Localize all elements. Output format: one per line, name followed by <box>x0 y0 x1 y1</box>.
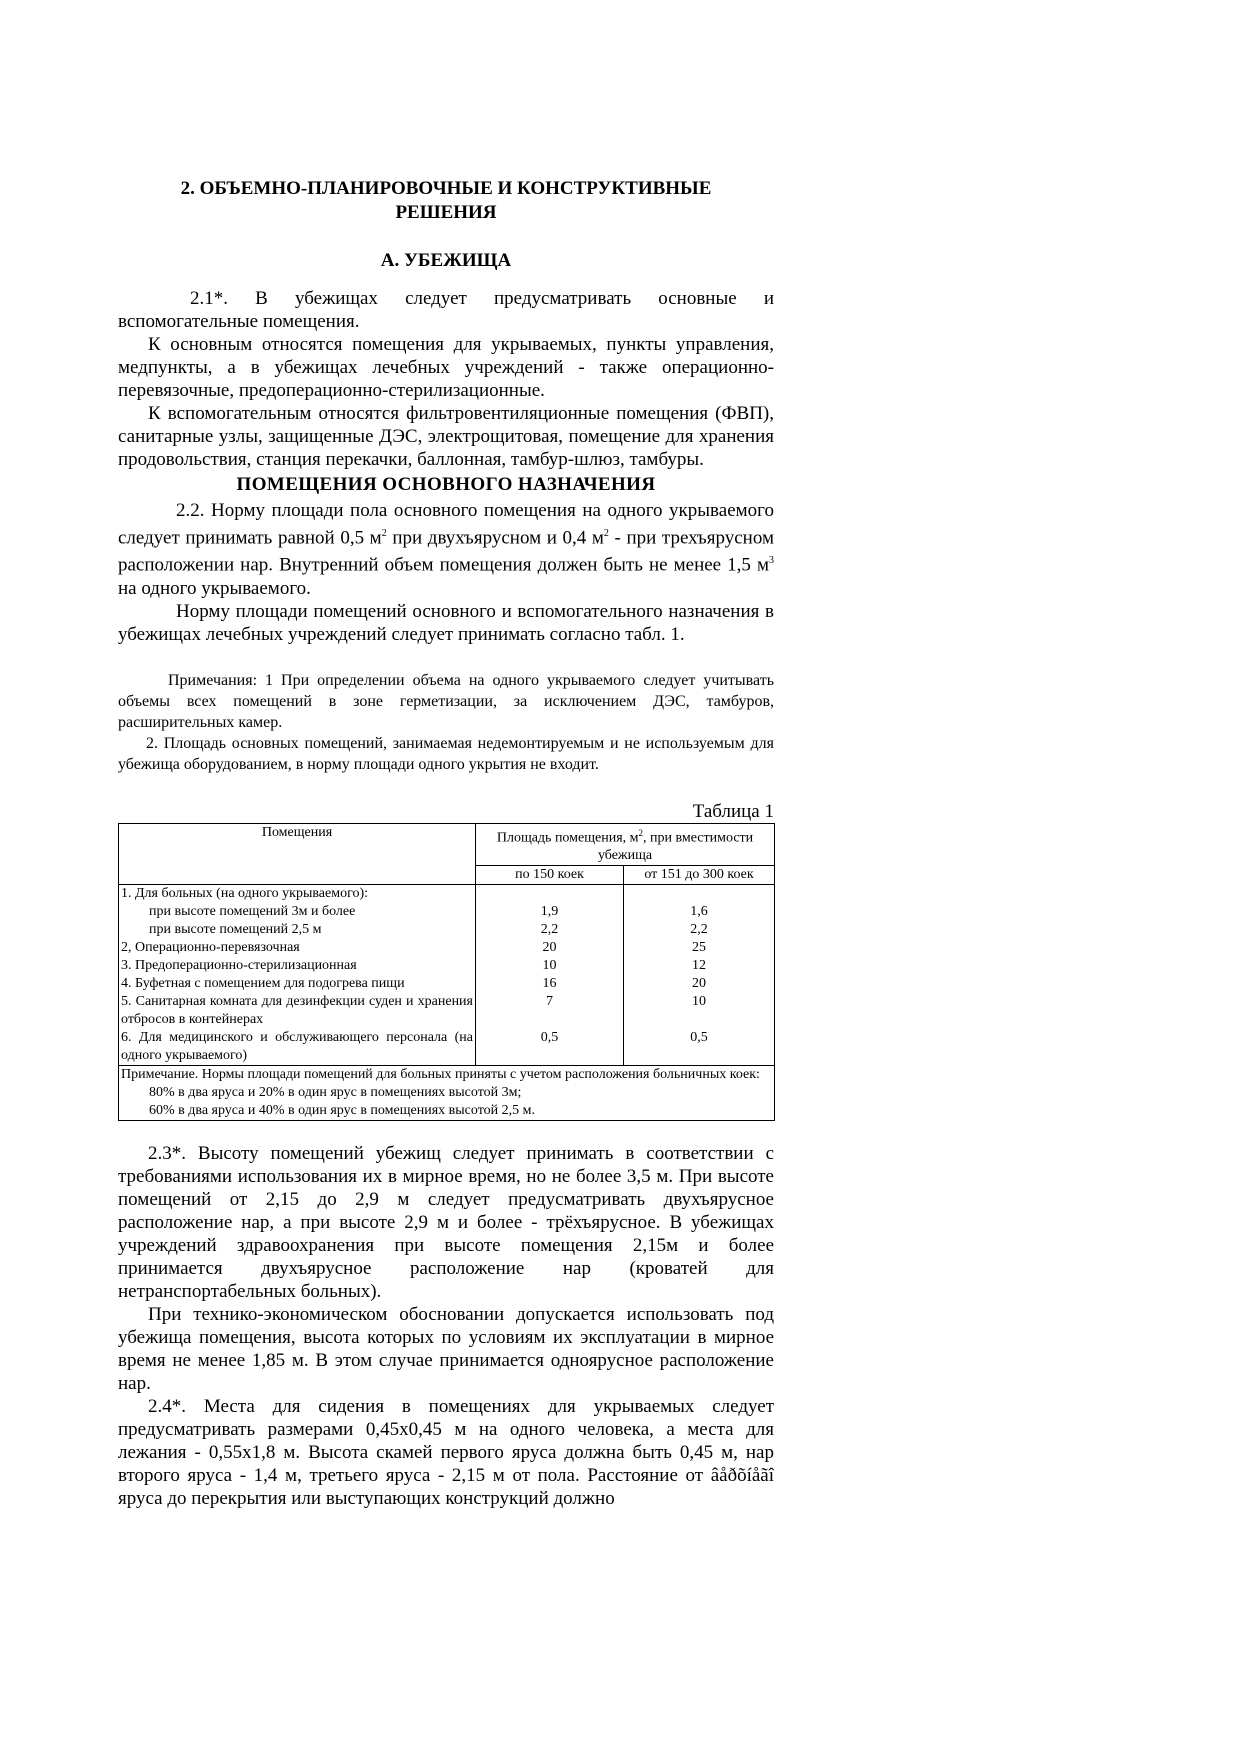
document-page <box>118 0 774 1510</box>
table-row-value-150: 0,5 <box>540 1030 559 1046</box>
header-151-300-beds: от 151 до 300 коек <box>624 866 775 885</box>
paragraph-2-3: 2.3*. Высоту помещений убежищ следует принимать в соответствии с требованиями использования их в мирное время, но не более 3,5 м. При высоте помещений от 2,15 до 2,9 м следует предусматривать двухъярусное расположение нар, а при высоте 2,9 м и более - трёхъярусное. В убежищах учреждений здравоохранения при высоте помещения 2,15м и более принимается двухъярусное расположение нар (кроватей для нетранспортабельных больных). <box>118 1143 774 1303</box>
table-row-value-150: 16 <box>542 976 557 992</box>
main-rooms-heading: ПОМЕЩЕНИЯ ОСНОВНОГО НАЗНАЧЕНИЯ <box>236 474 656 495</box>
section-title <box>118 177 774 225</box>
table-row-value-150: 10 <box>542 958 557 974</box>
table-row-label: при высоте помещений 2,5 м <box>149 922 322 938</box>
table-row-label: 1. Для больных (на одного укрываемого): <box>121 886 369 902</box>
paragraph-tech-econ: При технико-экономическом обосновании допускается использовать под убежища помещения, высота которых по условиям их эксплуатации в мирное время не менее 1,85 м. В этом случае принимается одноярусное расположение нар. <box>118 1304 774 1395</box>
table-note-line1: Примечание. Нормы площади помещений для больных приняты с учетом расположения больничных коек: <box>121 1067 760 1083</box>
table-row-value-150: 1,9 <box>540 904 559 920</box>
table-row-value-150 <box>478 885 621 903</box>
note-1: Примечания: 1 При определении объема на одного укрываемого следует учитывать объемы всех помещений в зоне герметизации, за исключением ДЭС, тамбуров, расширительных камер. <box>118 671 774 731</box>
table-row-value-151-300: 1,6 <box>690 904 708 920</box>
values-151-300-column <box>624 885 775 1066</box>
paragraph-2-2: 2.2. Норму площади пола основного помещения на одного укрываемого следует принимать равной 0,5 $м^2$ при двухъярусном и 0,4 $м^2$ - при трехъярусном расположении нар. Внутренний объем помещения должен быть не менее 1,5 $м^3$ на одного укрываемого. <box>118 500 774 599</box>
values-150-column <box>476 885 624 1066</box>
section-title-line1: 2. ОБЪЕМНО-ПЛАНИРОВОЧНЫЕ И КОНСТРУКТИВНЫЕ <box>180 178 712 199</box>
header-rooms: Помещения <box>119 823 476 885</box>
header-area: Площадь помещения, $м^2$, при вместимости убежища <box>476 823 775 866</box>
paragraph-2-4: 2.4*. Места для сидения в помещениях для укрываемых следует предусматривать размерами 0,45х0,45 м на одного человека, а места для лежания - 0,55х1,8 м. Высота скамей первого яруса должна быть 0,45 м, нар второго яруса - 1,4 м, третьего яруса - 2,15 м от пола. Расстояние от âåðõíåãî яруса до перекрытия или выступающих конструкций должно <box>118 1396 774 1510</box>
table-row-label: 2, Операционно-перевязочная <box>121 940 300 956</box>
paragraph-2-1: 2.1*. В убежищах следует предусматривать основные и вспомогательные помещения. <box>118 288 774 332</box>
paragraph-norm-table-ref: Норму площади помещений основного и вспомогательного назначения в убежищах лечебных учреждений следует принимать согласно табл. 1. <box>118 600 774 645</box>
header-150-beds: по 150 коек <box>476 866 624 885</box>
table-row-label: при высоте помещений 3м и более <box>149 904 356 920</box>
paragraph-aux-rooms: К вспомогательным относятся фильтровентиляционные помещения (ФВП), санитарные узлы, защищенные ДЭС, электрощитовая, помещение для хранения продовольствия, станция перекачки, баллонная, тамбур-шлюз, тамбуры. <box>118 403 774 470</box>
table-row-value-151-300: 2,2 <box>690 922 708 938</box>
rooms-column <box>119 885 476 1066</box>
table-note-line3: 60% в два яруса и 40% в один ярус в помещениях высотой 2,5 м. <box>149 1103 535 1119</box>
paragraph-main-rooms: К основным относятся помещения для укрываемых, пункты управления, медпункты, а в убежищах лечебных учреждений - также операционно-перевязочные, предоперационно-стерилизационные. <box>118 334 774 401</box>
table-caption: Таблица 1 <box>692 800 774 822</box>
note-2: 2. Площадь основных помещений, занимаемая недемонтируемым и не используемым для убежища оборудованием, в норму площади одного укрытия не входит. <box>118 734 774 773</box>
section-title-line2: РЕШЕНИЯ <box>395 202 497 223</box>
area-norms-table <box>118 823 775 1122</box>
table-row-value-150: 20 <box>542 940 557 956</box>
table-row-value-150: 2,2 <box>540 922 559 938</box>
table-row-value-151-300 <box>626 885 772 903</box>
table-note <box>119 1066 775 1121</box>
table-row-label: 3. Предоперационно-стерилизационная <box>121 958 357 974</box>
table-row-label: 4. Буфетная с помещением для подогрева пищи <box>121 976 405 992</box>
table-row-label: 5. Санитарная комната для дезинфекции суден и хранения отбросов в контейнерах <box>121 994 473 1028</box>
subsection-title: А. УБЕЖИЩА <box>380 250 512 271</box>
table-row-label: 6. Для медицинского и обслуживающего персонала (на одного укрываемого) <box>121 1030 473 1064</box>
table-note-line2: 80% в два яруса и 20% в один ярус в помещениях высотой 3м; <box>149 1085 522 1101</box>
table-row-value-151-300: 0,5 <box>690 1030 708 1046</box>
table-row-value-151-300: 10 <box>692 994 706 1010</box>
table-row-value-150: 7 <box>546 994 553 1010</box>
table-row-value-151-300: 25 <box>692 940 706 956</box>
table-row-value-151-300: 20 <box>692 976 706 992</box>
table-row-value-151-300: 12 <box>692 958 706 974</box>
